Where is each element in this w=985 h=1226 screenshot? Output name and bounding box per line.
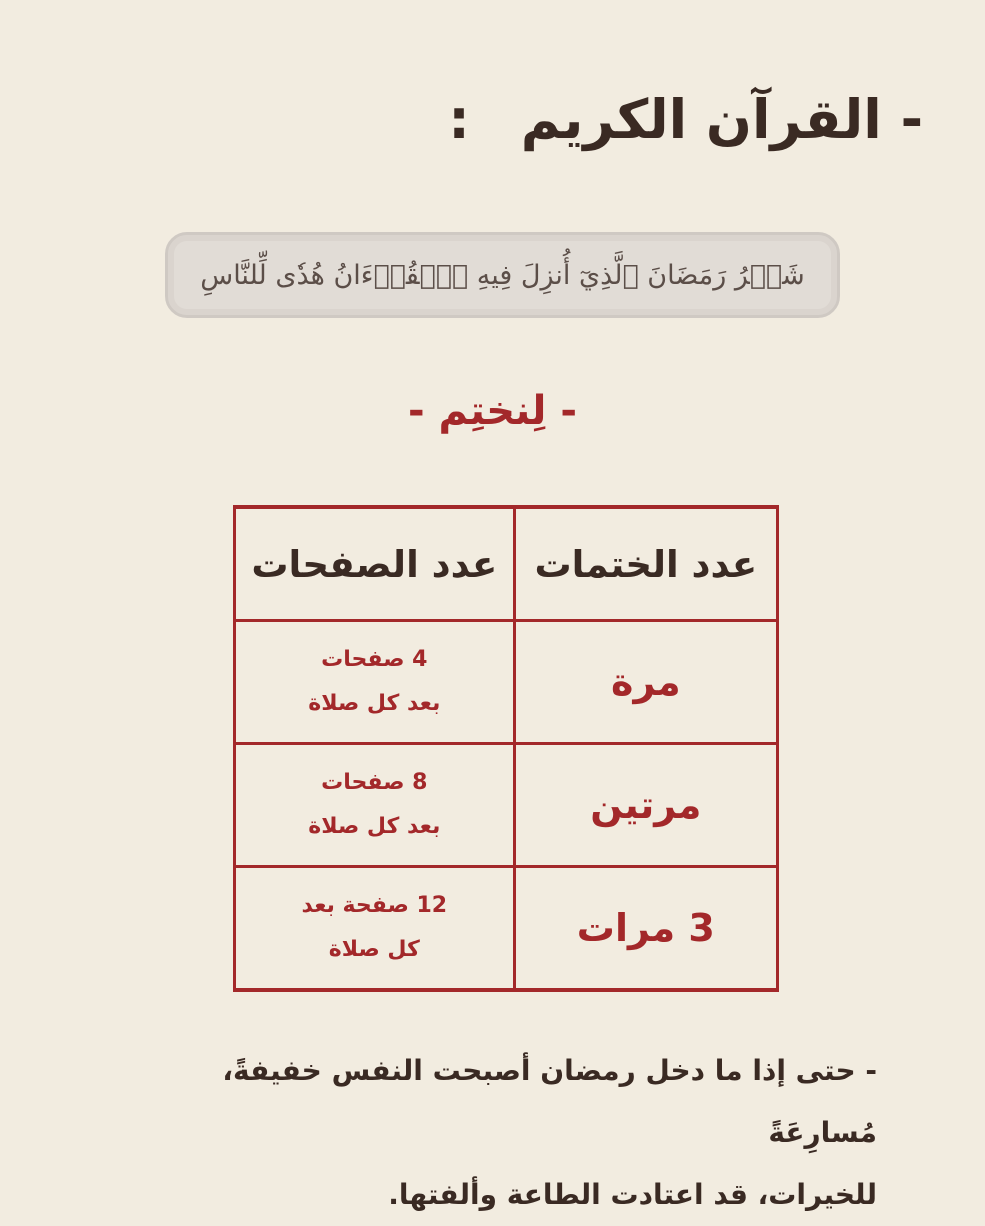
footer-paragraph: [117, 1040, 877, 1226]
verse-text: شَهۡرُ رَمَضَانَ ٱلَّذِيٓ أُنزِلَ فِيهِ ٱلۡقُرۡءَانُ هُدٗى لِّلنَّاسِ: [200, 259, 805, 291]
table-row: [235, 867, 778, 991]
footer-line-2: للخيرات، قد اعتادت الطاعة وألفتها.: [388, 1178, 877, 1211]
times-cell: 3 مرات: [514, 867, 777, 991]
header-pages-count: عدد الصفحات: [235, 507, 515, 621]
pages-cell: [235, 867, 515, 991]
times-cell: مرة: [514, 621, 777, 744]
pages-when-text: بعد كل صلاة: [308, 691, 441, 716]
pages-cell: [235, 621, 515, 744]
pages-count-text: 8 صفحات: [321, 770, 428, 795]
times-cell: مرتين: [514, 744, 777, 867]
title-text: القرآن الكريم: [520, 88, 882, 151]
page-title: [448, 88, 923, 151]
header-khatmat-count: عدد الختمات: [514, 507, 777, 621]
pages-cell: [235, 744, 515, 867]
pages-count-text: 12 صفحة بعد: [301, 893, 448, 918]
khatma-plan-table: [233, 505, 779, 992]
table-row: [235, 744, 778, 867]
pages-when-text: بعد كل صلاة: [308, 814, 441, 839]
section-subtitle: - لِنختِم -: [408, 388, 577, 434]
pages-count-text: 4 صفحات: [321, 647, 428, 672]
footer-line-1: - حتى إذا ما دخل رمضان أصبحت النفس خفيفةً، مُسارِعَةً: [222, 1054, 877, 1149]
title-colon: :: [448, 88, 470, 151]
title-dash: -: [900, 88, 923, 151]
verse-box: [165, 232, 840, 318]
table-header-row: [235, 507, 778, 621]
table-row: [235, 621, 778, 744]
pages-when-text: كل صلاة: [328, 937, 420, 962]
